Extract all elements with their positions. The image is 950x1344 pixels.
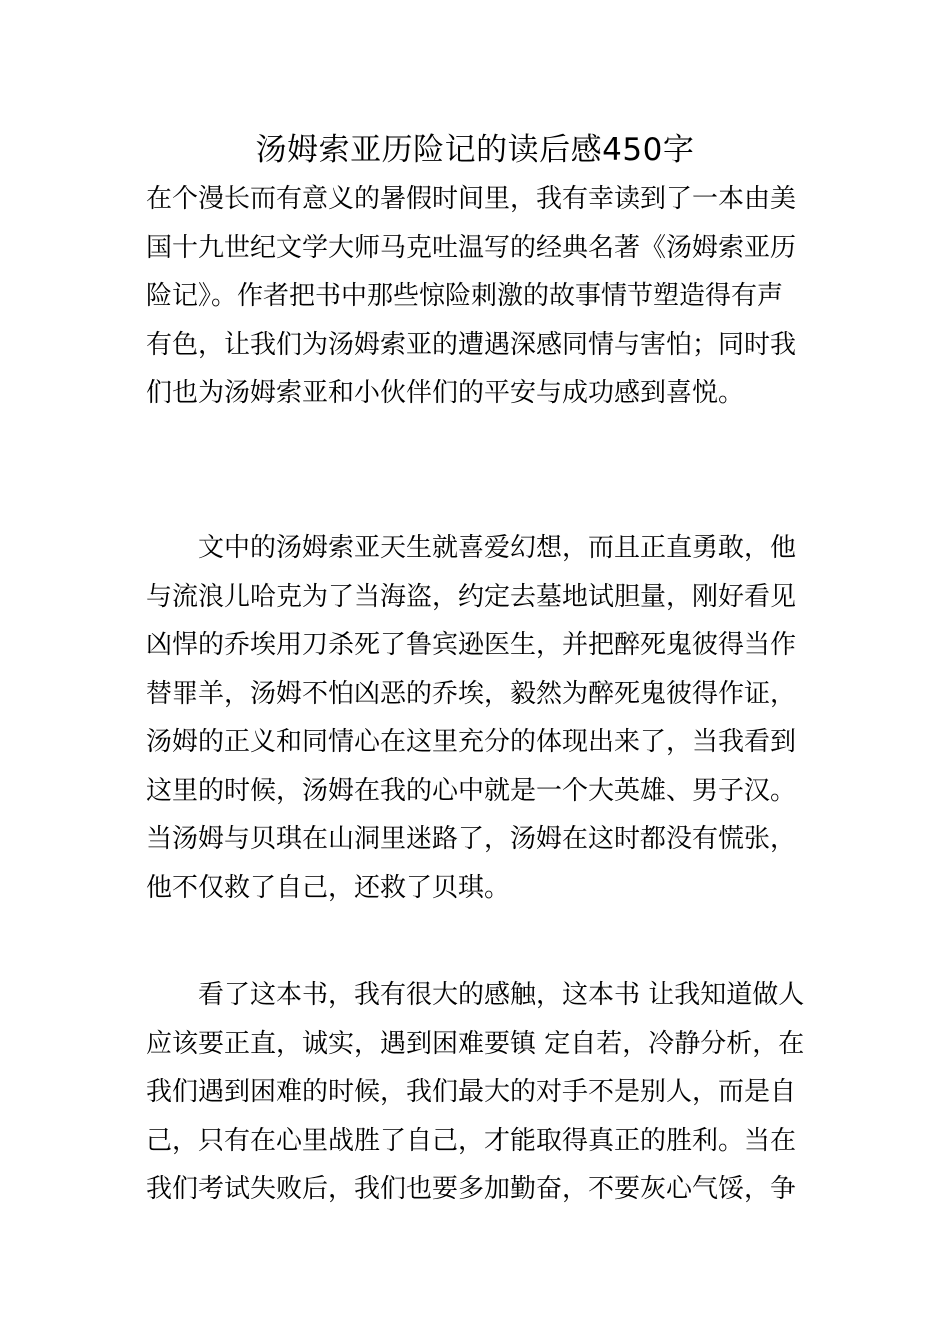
text-line: 我们考试失败后，我们也要多加勤奋，不要灰心气馁，争 — [146, 1174, 797, 1204]
text-line: 汤姆的正义和同情心在这里充分的体现出来了，当我看到 — [146, 727, 797, 757]
paragraph-2 — [146, 524, 806, 912]
text-line: 有色，让我们为汤姆索亚的遭遇深感同情与害怕；同时我 — [146, 329, 797, 360]
text-line: 文中的汤姆索亚天生就喜爱幻想，而且正直勇敢，他 — [198, 533, 797, 563]
paragraph-1 — [146, 175, 806, 418]
text-line: 替罪羊，汤姆不怕凶恶的乔埃，毅然为醉死鬼彼得作证， — [146, 678, 797, 709]
text-line: 看了这本书，我有很大的感触，这本书 让我知道做人 — [198, 980, 805, 1010]
text-line: 当汤姆与贝琪在山洞里迷路了，汤姆在这时都没有慌张， — [146, 824, 797, 854]
document-title: 汤姆索亚历险记的读后感450字 — [255, 132, 695, 168]
text-line: 我们遇到困难的时候，我们最大的对手不是别人，而是自 — [146, 1077, 797, 1107]
text-line: 在个漫长而有意义的暑假时间里，我有幸读到了一本由美 — [146, 184, 797, 214]
text-line: 这里的时候，汤姆在我的心中就是一个大英雄、男子汉。 — [146, 775, 797, 806]
text-line: 们也为汤姆索亚和小伙伴们的平安与成功感到喜悦。 — [146, 378, 745, 408]
text-line: 应该要正直，诚实，遇到困难要镇 定自若，冷静分析，在 — [146, 1028, 805, 1059]
text-line: 国十九世纪文学大师马克吐温写的经典名著《汤姆索亚历 — [146, 232, 797, 263]
text-line: 他不仅救了自己，还救了贝琪。 — [146, 872, 511, 903]
text-line: 己，只有在心里战胜了自己，才能取得真正的胜利。当在 — [146, 1125, 797, 1156]
text-line: 与流浪儿哈克为了当海盗，约定去墓地试胆量，刚好看见 — [146, 581, 797, 612]
text-line: 凶悍的乔埃用刀杀死了鲁宾逊医生，并把醉死鬼彼得当作 — [146, 630, 797, 660]
text-line: 险记》。作者把书中那些惊险刺激的故事情节塑造得有声 — [146, 281, 784, 311]
paragraph-3 — [146, 971, 806, 1214]
